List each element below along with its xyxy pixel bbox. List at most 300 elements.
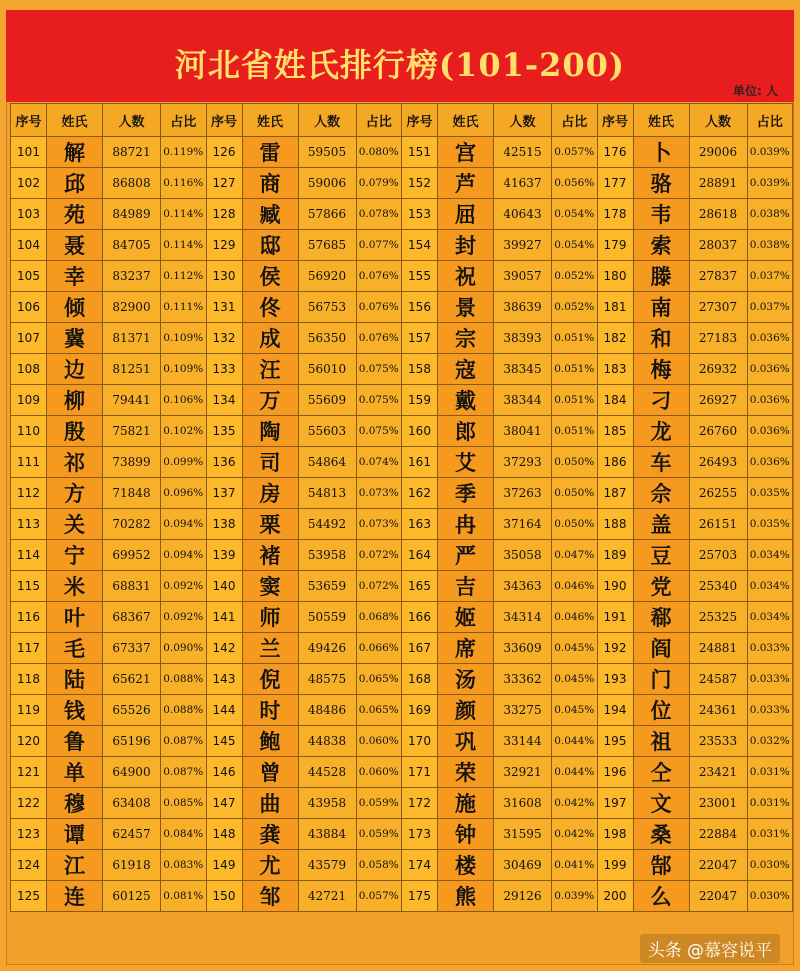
table-row	[11, 199, 793, 230]
count-cell: 23421	[689, 757, 747, 788]
header-rank: 序号	[11, 104, 47, 137]
surname-cell: 宗	[438, 323, 494, 354]
surname-cell: 倪	[242, 664, 298, 695]
count-cell: 59505	[298, 137, 356, 168]
header-share: 占比	[356, 104, 402, 137]
count-cell: 61918	[103, 850, 161, 881]
surname-cell: 南	[633, 292, 689, 323]
surname-cell: 位	[633, 695, 689, 726]
count-cell: 31608	[494, 788, 552, 819]
surname-cell: 汪	[242, 354, 298, 385]
surname-cell: 刁	[633, 385, 689, 416]
rank-cell: 132	[206, 323, 242, 354]
share-cell: 0.092%	[161, 571, 207, 602]
share-cell: 0.075%	[356, 385, 402, 416]
rank-cell: 135	[206, 416, 242, 447]
rank-cell: 195	[597, 726, 633, 757]
surname-cell: 邸	[242, 230, 298, 261]
share-cell: 0.072%	[356, 540, 402, 571]
rank-cell: 108	[11, 354, 47, 385]
header-rank: 序号	[597, 104, 633, 137]
surname-cell: 单	[47, 757, 103, 788]
surname-cell: 芦	[438, 168, 494, 199]
count-cell: 34363	[494, 571, 552, 602]
share-cell: 0.066%	[356, 633, 402, 664]
title-banner	[6, 10, 794, 102]
share-cell: 0.059%	[356, 788, 402, 819]
share-cell: 0.057%	[552, 137, 598, 168]
share-cell: 0.041%	[552, 850, 598, 881]
share-cell: 0.075%	[356, 416, 402, 447]
rank-cell: 129	[206, 230, 242, 261]
count-cell: 60125	[103, 881, 161, 912]
surname-cell: 曲	[242, 788, 298, 819]
surname-cell: 郜	[633, 850, 689, 881]
count-cell: 27307	[689, 292, 747, 323]
share-cell: 0.083%	[161, 850, 207, 881]
surname-cell: 索	[633, 230, 689, 261]
rank-cell: 107	[11, 323, 47, 354]
surname-cell: 栗	[242, 509, 298, 540]
surname-cell: 和	[633, 323, 689, 354]
share-cell: 0.046%	[552, 571, 598, 602]
count-cell: 29006	[689, 137, 747, 168]
rank-cell: 177	[597, 168, 633, 199]
surname-cell: 冉	[438, 509, 494, 540]
count-cell: 25703	[689, 540, 747, 571]
share-cell: 0.114%	[161, 199, 207, 230]
share-cell: 0.051%	[552, 323, 598, 354]
surname-cell: 臧	[242, 199, 298, 230]
count-cell: 67337	[103, 633, 161, 664]
surname-cell: 祝	[438, 261, 494, 292]
rank-cell: 173	[402, 819, 438, 850]
rank-cell: 186	[597, 447, 633, 478]
count-cell: 43579	[298, 850, 356, 881]
rank-cell: 151	[402, 137, 438, 168]
table-row	[11, 726, 793, 757]
count-cell: 33609	[494, 633, 552, 664]
share-cell: 0.044%	[552, 726, 598, 757]
surname-cell: 苑	[47, 199, 103, 230]
rank-cell: 118	[11, 664, 47, 695]
share-cell: 0.077%	[356, 230, 402, 261]
table-row	[11, 416, 793, 447]
count-cell: 44528	[298, 757, 356, 788]
surname-cell: 谭	[47, 819, 103, 850]
share-cell: 0.039%	[747, 168, 793, 199]
rank-cell: 190	[597, 571, 633, 602]
rank-cell: 155	[402, 261, 438, 292]
count-cell: 84989	[103, 199, 161, 230]
rank-cell: 150	[206, 881, 242, 912]
rank-cell: 191	[597, 602, 633, 633]
surname-cell: 时	[242, 695, 298, 726]
share-cell: 0.036%	[747, 323, 793, 354]
count-cell: 43958	[298, 788, 356, 819]
share-cell: 0.056%	[552, 168, 598, 199]
rank-cell: 131	[206, 292, 242, 323]
share-cell: 0.034%	[747, 602, 793, 633]
count-cell: 38639	[494, 292, 552, 323]
share-cell: 0.087%	[161, 726, 207, 757]
share-cell: 0.065%	[356, 695, 402, 726]
count-cell: 54492	[298, 509, 356, 540]
surname-cell: 戴	[438, 385, 494, 416]
count-cell: 22047	[689, 850, 747, 881]
rank-cell: 124	[11, 850, 47, 881]
rank-cell: 123	[11, 819, 47, 850]
table-row	[11, 602, 793, 633]
share-cell: 0.111%	[161, 292, 207, 323]
rank-cell: 145	[206, 726, 242, 757]
surname-cell: 倾	[47, 292, 103, 323]
table-row	[11, 695, 793, 726]
count-cell: 54813	[298, 478, 356, 509]
share-cell: 0.045%	[552, 664, 598, 695]
count-cell: 35058	[494, 540, 552, 571]
count-cell: 65621	[103, 664, 161, 695]
count-cell: 68831	[103, 571, 161, 602]
rank-cell: 189	[597, 540, 633, 571]
table-row	[11, 292, 793, 323]
surname-cell: 韦	[633, 199, 689, 230]
count-cell: 26151	[689, 509, 747, 540]
surname-cell: 郗	[633, 602, 689, 633]
rank-cell: 114	[11, 540, 47, 571]
count-cell: 26927	[689, 385, 747, 416]
surname-cell: 楼	[438, 850, 494, 881]
surname-cell: 关	[47, 509, 103, 540]
surname-cell: 盖	[633, 509, 689, 540]
share-cell: 0.037%	[747, 292, 793, 323]
surname-cell: 门	[633, 664, 689, 695]
count-cell: 38041	[494, 416, 552, 447]
share-cell: 0.042%	[552, 819, 598, 850]
share-cell: 0.050%	[552, 478, 598, 509]
surname-cell: 祁	[47, 447, 103, 478]
rank-cell: 110	[11, 416, 47, 447]
share-cell: 0.112%	[161, 261, 207, 292]
surname-cell: 兰	[242, 633, 298, 664]
rank-cell: 162	[402, 478, 438, 509]
count-cell: 28618	[689, 199, 747, 230]
share-cell: 0.075%	[356, 354, 402, 385]
rank-cell: 184	[597, 385, 633, 416]
rank-cell: 134	[206, 385, 242, 416]
count-cell: 23001	[689, 788, 747, 819]
rank-cell: 176	[597, 137, 633, 168]
count-cell: 56753	[298, 292, 356, 323]
surname-cell: 柳	[47, 385, 103, 416]
surname-cell: 房	[242, 478, 298, 509]
surname-cell: 滕	[633, 261, 689, 292]
surname-cell: 江	[47, 850, 103, 881]
count-cell: 70282	[103, 509, 161, 540]
count-cell: 26932	[689, 354, 747, 385]
surname-cell: 窦	[242, 571, 298, 602]
surname-cell: 边	[47, 354, 103, 385]
rank-cell: 188	[597, 509, 633, 540]
count-cell: 79441	[103, 385, 161, 416]
surname-cell: 仝	[633, 757, 689, 788]
table-row	[11, 509, 793, 540]
count-cell: 84705	[103, 230, 161, 261]
table-row	[11, 478, 793, 509]
rank-cell: 139	[206, 540, 242, 571]
count-cell: 25325	[689, 602, 747, 633]
share-cell: 0.081%	[161, 881, 207, 912]
count-cell: 48486	[298, 695, 356, 726]
surname-cell: 施	[438, 788, 494, 819]
share-cell: 0.051%	[552, 385, 598, 416]
surname-cell: 寇	[438, 354, 494, 385]
header-rank: 序号	[402, 104, 438, 137]
share-cell: 0.054%	[552, 230, 598, 261]
share-cell: 0.030%	[747, 881, 793, 912]
share-cell: 0.094%	[161, 509, 207, 540]
surname-cell: 颜	[438, 695, 494, 726]
share-cell: 0.044%	[552, 757, 598, 788]
rank-cell: 106	[11, 292, 47, 323]
count-cell: 28037	[689, 230, 747, 261]
share-cell: 0.119%	[161, 137, 207, 168]
share-cell: 0.039%	[552, 881, 598, 912]
count-cell: 33144	[494, 726, 552, 757]
surname-cell: 熊	[438, 881, 494, 912]
surname-cell: 吉	[438, 571, 494, 602]
share-cell: 0.047%	[552, 540, 598, 571]
rank-cell: 199	[597, 850, 633, 881]
header-surname: 姓氏	[242, 104, 298, 137]
rank-cell: 153	[402, 199, 438, 230]
count-cell: 59006	[298, 168, 356, 199]
share-cell: 0.076%	[356, 292, 402, 323]
count-cell: 22884	[689, 819, 747, 850]
rank-cell: 181	[597, 292, 633, 323]
rank-cell: 193	[597, 664, 633, 695]
surname-cell: 梅	[633, 354, 689, 385]
share-cell: 0.031%	[747, 819, 793, 850]
count-cell: 40643	[494, 199, 552, 230]
count-cell: 88721	[103, 137, 161, 168]
share-cell: 0.099%	[161, 447, 207, 478]
surname-cell: 司	[242, 447, 298, 478]
count-cell: 26493	[689, 447, 747, 478]
share-cell: 0.096%	[161, 478, 207, 509]
surname-cell: 党	[633, 571, 689, 602]
rank-cell: 101	[11, 137, 47, 168]
count-cell: 54864	[298, 447, 356, 478]
share-cell: 0.034%	[747, 540, 793, 571]
rank-cell: 194	[597, 695, 633, 726]
surname-cell: 万	[242, 385, 298, 416]
count-cell: 22047	[689, 881, 747, 912]
count-cell: 65196	[103, 726, 161, 757]
rank-cell: 111	[11, 447, 47, 478]
table-row	[11, 819, 793, 850]
count-cell: 44838	[298, 726, 356, 757]
share-cell: 0.039%	[747, 137, 793, 168]
table-row	[11, 261, 793, 292]
rank-cell: 126	[206, 137, 242, 168]
table-row	[11, 385, 793, 416]
count-cell: 37293	[494, 447, 552, 478]
table-row	[11, 447, 793, 478]
count-cell: 26255	[689, 478, 747, 509]
surname-cell: 封	[438, 230, 494, 261]
surname-cell: 汤	[438, 664, 494, 695]
count-cell: 62457	[103, 819, 161, 850]
rank-cell: 169	[402, 695, 438, 726]
share-cell: 0.074%	[356, 447, 402, 478]
rank-cell: 148	[206, 819, 242, 850]
surname-table	[10, 103, 793, 912]
share-cell: 0.034%	[747, 571, 793, 602]
rank-cell: 138	[206, 509, 242, 540]
table-row	[11, 230, 793, 261]
rank-cell: 122	[11, 788, 47, 819]
surname-cell: 佟	[242, 292, 298, 323]
count-cell: 57866	[298, 199, 356, 230]
count-cell: 57685	[298, 230, 356, 261]
surname-cell: 龙	[633, 416, 689, 447]
share-cell: 0.037%	[747, 261, 793, 292]
share-cell: 0.038%	[747, 230, 793, 261]
share-cell: 0.035%	[747, 509, 793, 540]
share-cell: 0.052%	[552, 261, 598, 292]
share-cell: 0.058%	[356, 850, 402, 881]
rank-cell: 112	[11, 478, 47, 509]
surname-cell: 钱	[47, 695, 103, 726]
rank-cell: 117	[11, 633, 47, 664]
count-cell: 41637	[494, 168, 552, 199]
count-cell: 42515	[494, 137, 552, 168]
count-cell: 64900	[103, 757, 161, 788]
rank-cell: 136	[206, 447, 242, 478]
share-cell: 0.088%	[161, 695, 207, 726]
count-cell: 23533	[689, 726, 747, 757]
count-cell: 53958	[298, 540, 356, 571]
share-cell: 0.073%	[356, 509, 402, 540]
share-cell: 0.046%	[552, 602, 598, 633]
share-cell: 0.102%	[161, 416, 207, 447]
share-cell: 0.032%	[747, 726, 793, 757]
header-share: 占比	[161, 104, 207, 137]
rank-cell: 175	[402, 881, 438, 912]
share-cell: 0.114%	[161, 230, 207, 261]
count-cell: 56920	[298, 261, 356, 292]
table-row	[11, 664, 793, 695]
count-cell: 56350	[298, 323, 356, 354]
table-row	[11, 323, 793, 354]
count-cell: 30469	[494, 850, 552, 881]
table-body	[11, 137, 793, 912]
surname-cell: 陶	[242, 416, 298, 447]
surname-cell: 景	[438, 292, 494, 323]
count-cell: 69952	[103, 540, 161, 571]
count-cell: 81251	[103, 354, 161, 385]
table-row	[11, 540, 793, 571]
rank-cell: 160	[402, 416, 438, 447]
surname-cell: 车	[633, 447, 689, 478]
rank-cell: 121	[11, 757, 47, 788]
surname-cell: 鲁	[47, 726, 103, 757]
surname-cell: 解	[47, 137, 103, 168]
count-cell: 63408	[103, 788, 161, 819]
count-cell: 43884	[298, 819, 356, 850]
rank-cell: 116	[11, 602, 47, 633]
rank-cell: 152	[402, 168, 438, 199]
table-row	[11, 168, 793, 199]
surname-cell: 褚	[242, 540, 298, 571]
share-cell: 0.031%	[747, 788, 793, 819]
share-cell: 0.080%	[356, 137, 402, 168]
count-cell: 32921	[494, 757, 552, 788]
share-cell: 0.052%	[552, 292, 598, 323]
surname-cell: 季	[438, 478, 494, 509]
watermark: 头条 @慕容说平	[640, 934, 780, 963]
table-row	[11, 633, 793, 664]
count-cell: 24587	[689, 664, 747, 695]
count-cell: 27837	[689, 261, 747, 292]
table-row	[11, 571, 793, 602]
surname-cell: 邱	[47, 168, 103, 199]
rank-cell: 200	[597, 881, 633, 912]
share-cell: 0.079%	[356, 168, 402, 199]
rank-cell: 119	[11, 695, 47, 726]
rank-cell: 130	[206, 261, 242, 292]
header-count: 人数	[689, 104, 747, 137]
rank-cell: 104	[11, 230, 47, 261]
surname-cell: 毛	[47, 633, 103, 664]
share-cell: 0.038%	[747, 199, 793, 230]
count-cell: 38393	[494, 323, 552, 354]
surname-cell: 米	[47, 571, 103, 602]
header-count: 人数	[103, 104, 161, 137]
share-cell: 0.094%	[161, 540, 207, 571]
header-surname: 姓氏	[438, 104, 494, 137]
share-cell: 0.036%	[747, 354, 793, 385]
surname-cell: 邹	[242, 881, 298, 912]
rank-cell: 146	[206, 757, 242, 788]
share-cell: 0.042%	[552, 788, 598, 819]
share-cell: 0.033%	[747, 633, 793, 664]
rank-cell: 198	[597, 819, 633, 850]
share-cell: 0.084%	[161, 819, 207, 850]
surname-cell: 商	[242, 168, 298, 199]
share-cell: 0.045%	[552, 695, 598, 726]
share-cell: 0.109%	[161, 354, 207, 385]
count-cell: 81371	[103, 323, 161, 354]
count-cell: 86808	[103, 168, 161, 199]
surname-cell: 席	[438, 633, 494, 664]
table-row	[11, 788, 793, 819]
share-cell: 0.033%	[747, 664, 793, 695]
count-cell: 29126	[494, 881, 552, 912]
share-cell: 0.050%	[552, 509, 598, 540]
rank-cell: 157	[402, 323, 438, 354]
share-cell: 0.109%	[161, 323, 207, 354]
share-cell: 0.036%	[747, 416, 793, 447]
surname-cell: 郎	[438, 416, 494, 447]
share-cell: 0.045%	[552, 633, 598, 664]
count-cell: 83237	[103, 261, 161, 292]
share-cell: 0.085%	[161, 788, 207, 819]
rank-cell: 166	[402, 602, 438, 633]
rank-cell: 113	[11, 509, 47, 540]
share-cell: 0.051%	[552, 354, 598, 385]
